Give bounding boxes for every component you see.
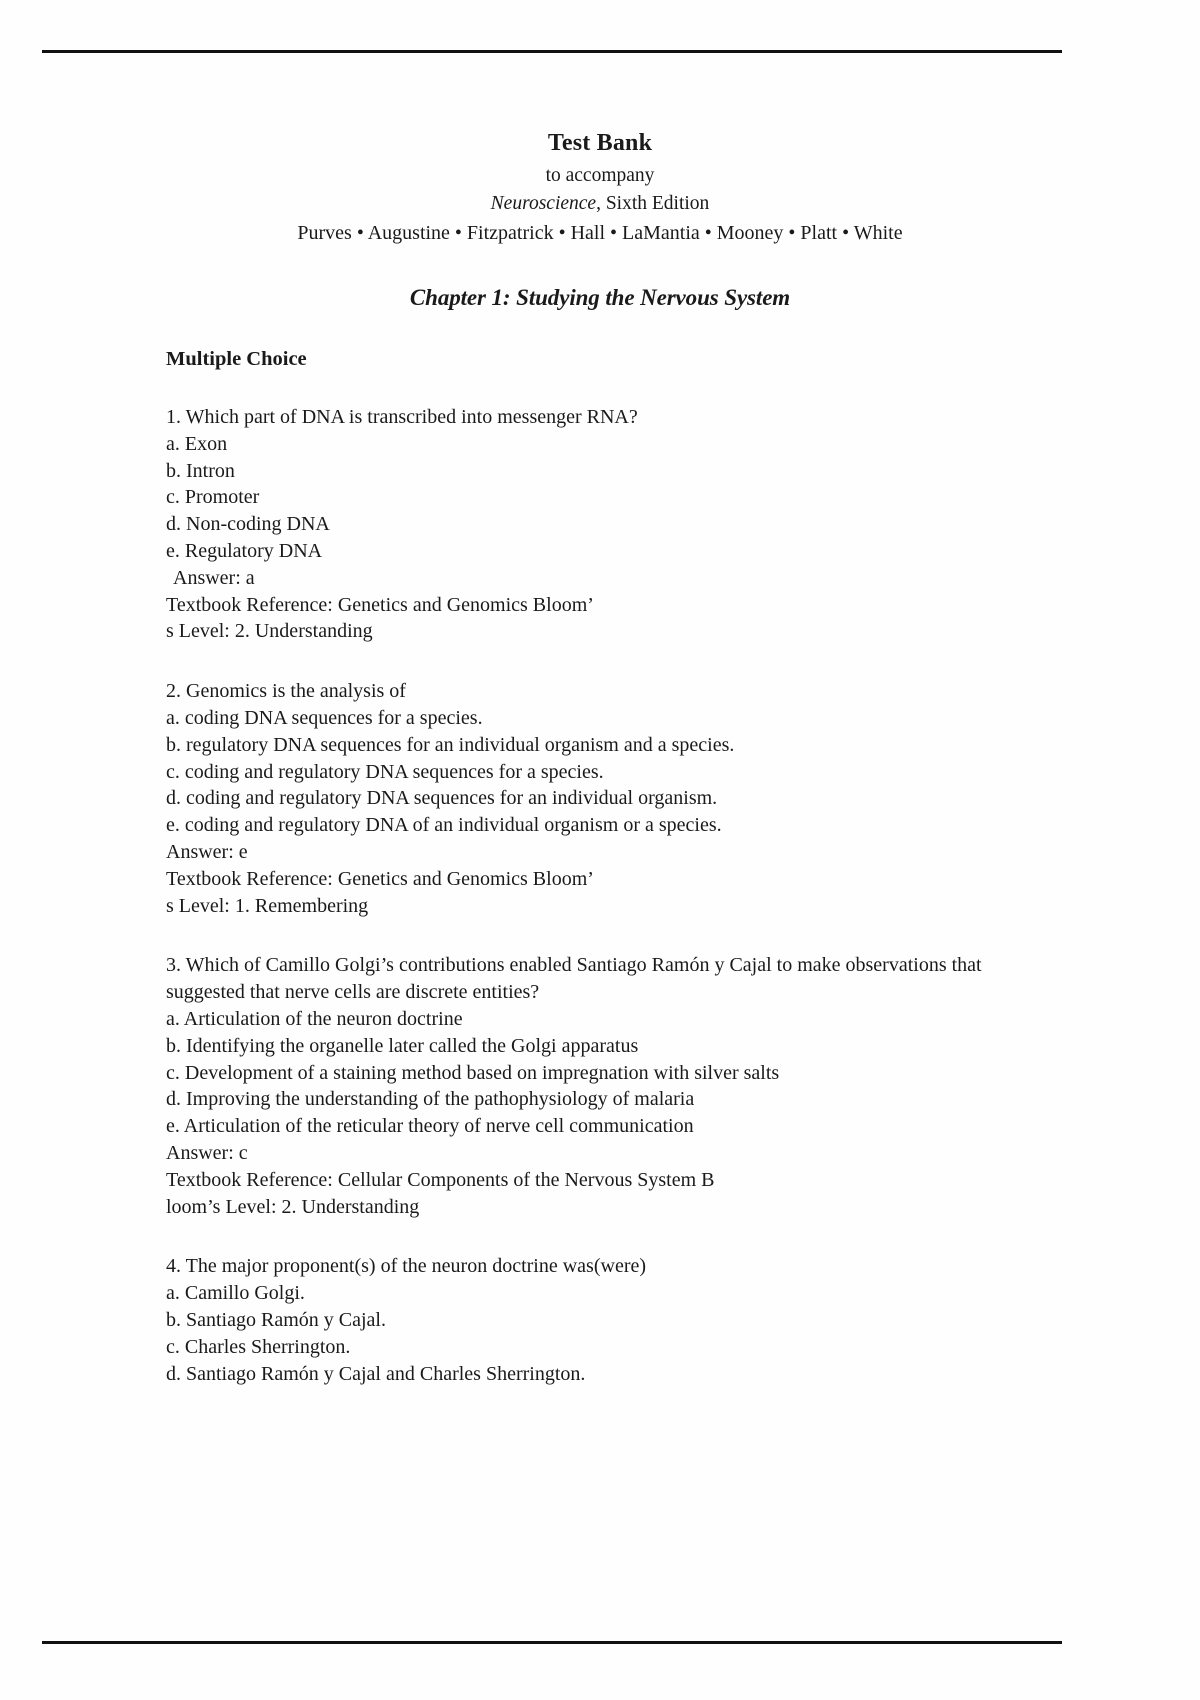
question-option: b. Santiago Ramón y Cajal.	[166, 1308, 386, 1331]
question-block	[166, 678, 1046, 919]
question-block	[166, 404, 1046, 645]
question-option: b. Intron	[166, 459, 235, 482]
question-block	[166, 1253, 1046, 1387]
question-option: a. Exon	[166, 432, 228, 455]
question-option: d. Non-coding DNA	[166, 513, 330, 536]
question-option: c. coding and regulatory DNA sequences for a species.	[166, 760, 604, 783]
question-option: a. Camillo Golgi.	[166, 1282, 305, 1305]
page-rule-bottom	[42, 1641, 1062, 1644]
section-heading-multiple-choice: Multiple Choice	[166, 348, 307, 370]
question-stem: 1. Which part of DNA is transcribed into messenger RNA?	[166, 406, 638, 428]
authors-line: Purves • Augustine • Fitzpatrick • Hall • LaMantia • Mooney • Platt • White	[297, 222, 903, 245]
question-reference-line: Textbook Reference: Genetics and Genomics Bloom’	[166, 593, 594, 616]
question-option: d. Santiago Ramón y Cajal and Charles Sherrington.	[166, 1362, 586, 1385]
title-block	[0, 128, 1200, 248]
question-reference-line: loom’s Level: 2. Understanding	[166, 1195, 420, 1218]
document-title: Test Bank	[547, 130, 653, 156]
question-option: b. Identifying the organelle later called the Golgi apparatus	[166, 1034, 639, 1057]
question-option: c. Charles Sherrington.	[166, 1335, 351, 1358]
chapter-title: Chapter 1: Studying the Nervous System	[409, 285, 791, 311]
question-option: d. coding and regulatory DNA sequences for an individual organism.	[166, 787, 718, 810]
question-option: c. Development of a staining method based on impregnation with silver salts	[166, 1061, 780, 1084]
question-option: a. coding DNA sequences for a species.	[166, 706, 483, 729]
question-option: e. coding and regulatory DNA of an individual organism or a species.	[166, 814, 722, 837]
question-option: c. Promoter	[166, 486, 260, 509]
question-option: e. Regulatory DNA	[166, 539, 323, 562]
question-stem: 3. Which of Camillo Golgi’s contributions enabled Santiago Ramón y Cajal to make observations that suggested that nerve cells are discrete entities?	[166, 954, 982, 1004]
question-reference-line: Textbook Reference: Cellular Components of the Nervous System B	[166, 1168, 715, 1191]
question-answer: Answer: c	[166, 1141, 248, 1164]
question-body-column	[166, 348, 1046, 1387]
question-reference-line: s Level: 1. Remembering	[166, 894, 369, 917]
question-answer: Answer: a	[173, 566, 255, 589]
accompany-line: to accompany	[545, 165, 655, 186]
question-stem: 2. Genomics is the analysis of	[166, 680, 406, 703]
question-reference-line: s Level: 2. Understanding	[166, 620, 373, 643]
question-block	[166, 952, 1046, 1220]
page-content	[0, 0, 1200, 311]
work-edition-line	[0, 190, 1200, 218]
question-option: e. Articulation of the reticular theory of nerve cell communication	[166, 1115, 694, 1138]
question-option: b. regulatory DNA sequences for an individual organism and a species.	[166, 733, 735, 756]
question-answer: Answer: e	[166, 840, 248, 863]
work-title: Neuroscience	[490, 192, 597, 214]
question-option: a. Articulation of the neuron doctrine	[166, 1007, 463, 1030]
question-reference-line: Textbook Reference: Genetics and Genomics Bloom’	[166, 867, 594, 890]
edition-suffix: , Sixth Edition	[596, 192, 710, 214]
question-option: d. Improving the understanding of the pathophysiology of malaria	[166, 1088, 695, 1111]
question-stem: 4. The major proponent(s) of the neuron doctrine was(were)	[166, 1255, 647, 1278]
